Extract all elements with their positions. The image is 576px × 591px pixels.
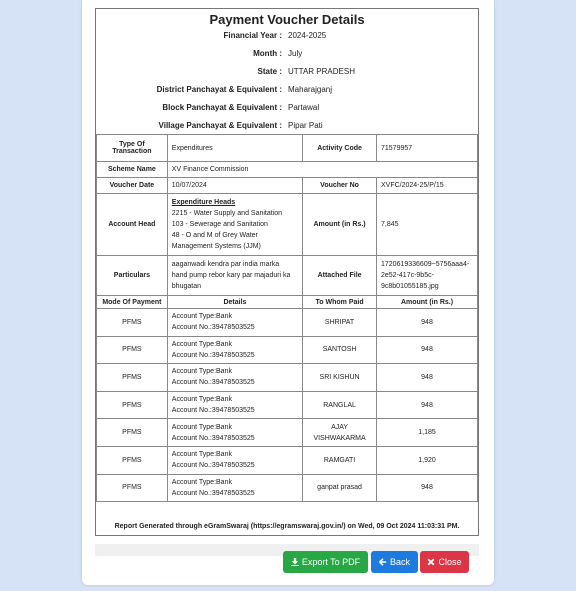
table-row [97, 178, 478, 194]
payment-mode: PFMS [97, 391, 168, 419]
column-header: To Whom Paid [303, 296, 377, 309]
table-row [97, 135, 478, 162]
info-month [96, 49, 478, 61]
payee-name: SRI KISHUN [303, 364, 377, 392]
voucher-card [82, 0, 494, 585]
payment-mode: PFMS [97, 474, 168, 502]
scheme-label: Scheme Name [97, 162, 168, 178]
payment-amount: 1,920 [377, 446, 478, 474]
info-label: State : [257, 67, 282, 76]
table-row [97, 309, 478, 337]
voucher-no-label: Voucher No [303, 178, 377, 194]
info-district [96, 85, 478, 97]
amount-value: 7,845 [377, 194, 478, 256]
attached-file-link[interactable]: 1720619336609~5756aaa4- 2e52-417c-9b5c- 9c8b01055185.jpg [377, 256, 478, 296]
payment-mode: PFMS [97, 364, 168, 392]
table-row [97, 256, 478, 296]
export-label: Export To PDF [301, 557, 361, 567]
info-village [96, 121, 478, 133]
particulars-value: aaganwadi kendra par india marka hand pump rebor kary par majaduri ka bhugatan [167, 256, 302, 296]
back-label: Back [389, 557, 410, 567]
payment-mode: PFMS [97, 419, 168, 447]
info-value: UTTAR PRADESH [288, 67, 355, 76]
account-head-label: Account Head [97, 194, 168, 256]
payment-details: Account Type:Bank Account No.:39478503525 [167, 446, 302, 474]
scheme-value: XV Finance Commission [167, 162, 477, 178]
payment-mode: PFMS [97, 309, 168, 337]
payment-details: Account Type:Bank Account No.:39478503525 [167, 474, 302, 502]
export-pdf-button[interactable] [283, 551, 368, 573]
back-button[interactable] [371, 551, 418, 573]
close-label: Close [438, 557, 462, 567]
table-row [97, 391, 478, 419]
payee-name: RANGLAL [303, 391, 377, 419]
table-row [97, 336, 478, 364]
voucher-no-value: XVFC/2024-25/P/15 [377, 178, 478, 194]
payee-name: RAMGATI [303, 446, 377, 474]
column-header: Details [167, 296, 302, 309]
table-row [97, 474, 478, 502]
payment-mode: PFMS [97, 336, 168, 364]
payments-header-row [97, 296, 478, 309]
payment-voucher [95, 8, 479, 536]
payee-name: ganpat prasad [303, 474, 377, 502]
payment-mode: PFMS [97, 446, 168, 474]
activity-label: Activity Code [303, 135, 377, 162]
voucher-info [96, 30, 478, 132]
info-value: July [288, 49, 303, 58]
page-title: Payment Voucher Details [209, 12, 365, 27]
payment-amount: 1,185 [377, 419, 478, 447]
payee-name: SHRIPAT [303, 309, 377, 337]
table-row [97, 162, 478, 178]
column-header: Amount (in Rs.) [377, 296, 478, 309]
attached-file-label: Attached File [303, 256, 377, 296]
column-header: Mode Of Payment [97, 296, 168, 309]
payment-amount: 948 [377, 309, 478, 337]
info-block [96, 103, 478, 115]
info-financial-year [96, 31, 478, 43]
arrow-left-icon [379, 558, 387, 566]
payment-details: Account Type:Bank Account No.:39478503525 [167, 336, 302, 364]
payment-amount: 948 [377, 474, 478, 502]
info-value: 2024-2025 [288, 31, 327, 40]
account-head-value: Expenditure Heads 2215 - Water Supply and Sanitation 103 - Sewerage and Sanitation 48 - O and M of Grey Water Management Systems (JJM) [167, 194, 302, 256]
amount-label: Amount (in Rs.) [303, 194, 377, 256]
close-button[interactable] [420, 551, 469, 573]
payee-name: SANTOSH [303, 336, 377, 364]
info-value: Partawal [288, 103, 320, 112]
info-value: Maharajganj [288, 85, 333, 94]
info-state [96, 67, 478, 79]
payment-amount: 948 [377, 391, 478, 419]
payment-details: Account Type:Bank Account No.:39478503525 [167, 309, 302, 337]
report-footer: Report Generated through eGramSwaraj (https://egramswaraj.gov.in/) on Wed, 09 Oct 2024 11:03:31 PM. [114, 523, 460, 530]
info-label: Block Panchayat & Equivalent : [162, 103, 282, 112]
info-value: Pipar Pati [288, 121, 323, 130]
payee-name: AJAY VISHWAKARMA [303, 419, 377, 447]
voucher-date-value: 10/07/2024 [167, 178, 302, 194]
type-value: Expenditures [167, 135, 302, 162]
info-label: District Panchayat & Equivalent : [156, 85, 282, 94]
voucher-table [96, 134, 478, 502]
particulars-label: Particulars [97, 256, 168, 296]
expenditure-heads-title: Expenditure Heads [171, 199, 236, 206]
times-icon [427, 558, 435, 566]
download-icon [291, 558, 299, 566]
payments-body [97, 309, 478, 502]
payment-details: Account Type:Bank Account No.:39478503525 [167, 391, 302, 419]
info-label: Village Panchayat & Equivalent : [158, 121, 282, 130]
info-label: Month : [253, 49, 282, 58]
voucher-date-label: Voucher Date [97, 178, 168, 194]
table-row [97, 419, 478, 447]
type-label: Type Of Transaction [97, 135, 168, 162]
payment-details: Account Type:Bank Account No.:39478503525 [167, 419, 302, 447]
table-row [97, 364, 478, 392]
payment-details: Account Type:Bank Account No.:39478503525 [167, 364, 302, 392]
info-label: Financial Year : [223, 31, 282, 40]
activity-value: 71579957 [377, 135, 478, 162]
payment-amount: 948 [377, 336, 478, 364]
table-row [97, 446, 478, 474]
table-row [97, 194, 478, 256]
payment-amount: 948 [377, 364, 478, 392]
